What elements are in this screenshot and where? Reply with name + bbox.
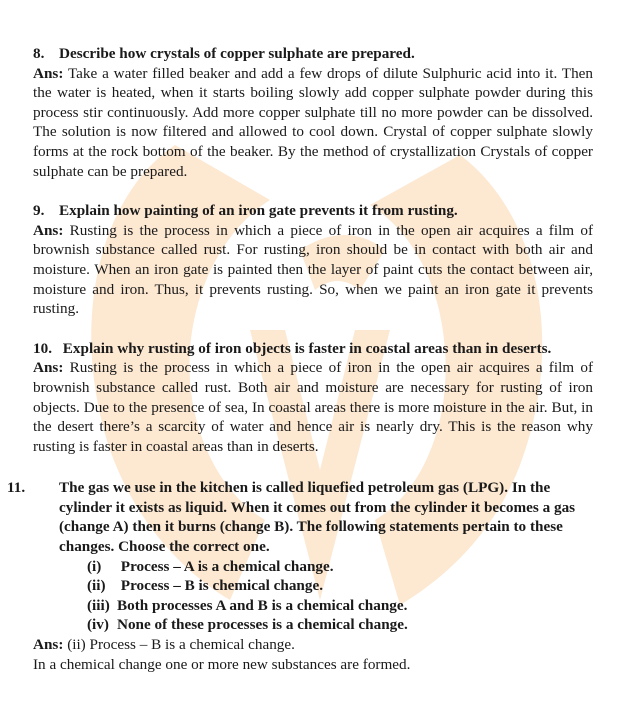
answer-label: Ans: [33, 636, 64, 654]
question-heading [7, 478, 593, 556]
answer-label: Ans: [33, 64, 64, 82]
question-number: 10. [33, 339, 52, 357]
options-list [33, 557, 593, 635]
question-text: The gas we use in the kitchen is called liquefied petroleum gas (LPG). In the cylinder it exists as liquid. When it comes out from the cylinder it becomes a gas (change A) then it burns (change B). The following statements pertain to these changes. Choose the correct one. [59, 479, 576, 556]
answer-text: Take a water filled beaker and add a few drops of dilute Sulphuric acid into it. Then the water is heated, when it starts boiling slowly add copper sulphate powder during this process stir continuously. Add more copper sulphate till no more powder can be dissolved. The solution is now filtered and allowed to cool down. Crystal of copper sulphate slowly forms at the rock bottom of the beaker. By the method of crystallization Crystals of copper sulphate can be prepared. [33, 64, 593, 180]
explanation-text: In a chemical change one or more new substances are formed. [33, 655, 411, 673]
answer-label: Ans: [33, 359, 64, 377]
question-text: Explain why rusting of iron objects is faster in coastal areas than in deserts. [62, 339, 552, 357]
option-marker: (ii) [87, 577, 106, 595]
answer-text: Rusting is the process in which a piece of iron in the open air acquires a film of brownish substance called rust. For rusting, iron should be in contact with both air and moisture. When an iron gate is painted then the layer of paint cuts the contact between air, moisture and iron. Thus, it prevents rusting. So, when we paint an iron gate it prevents rusting. [33, 221, 593, 318]
question-heading [33, 44, 593, 64]
question-heading [33, 201, 593, 221]
option-text: Process – A is a chemical change. [120, 557, 334, 575]
answer-label: Ans: [33, 221, 64, 239]
question-number: 9. [33, 202, 45, 220]
question-text: Explain how painting of an iron gate prevents it from rusting. [59, 202, 458, 220]
answer-text: (ii) Process – B is a chemical change. [67, 636, 295, 654]
option-marker: (iii) [87, 596, 110, 614]
option-item [87, 615, 593, 635]
question-heading [33, 339, 593, 359]
option-item [87, 596, 593, 616]
option-marker: (iv) [87, 616, 109, 634]
question-text: Describe how crystals of copper sulphate are prepared. [59, 45, 415, 62]
document-page [7, 44, 593, 694]
answer-paragraph [33, 635, 593, 655]
question-block-10 [33, 339, 593, 457]
option-item [87, 557, 593, 577]
option-text: None of these processes is a chemical change. [117, 616, 408, 634]
question-block-11 [7, 478, 593, 674]
question-block-9 [33, 201, 593, 319]
answer-paragraph [33, 358, 593, 456]
answer-paragraph [33, 64, 593, 182]
question-block-8 [33, 44, 593, 181]
option-item [87, 576, 593, 596]
option-text: Process – B is chemical change. [120, 577, 323, 595]
answer-text: Rusting is the process in which a piece of iron in the open air acquires a film of brownish substance called rust. Both air and moisture are necessary for rusting of iron objects. Due to the presence of sea, In coastal areas there is more moisture in the air. But, in the desert there’s a scarcity of water and hence air is nearly dry. This is the reason why rusting is faster in coastal areas than in deserts. [33, 359, 593, 455]
answer-paragraph [33, 221, 593, 319]
question-number: 11. [7, 479, 26, 497]
question-number: 8. [33, 45, 45, 62]
option-text: Both processes A and B is a chemical change. [117, 596, 408, 614]
option-marker: (i) [87, 557, 102, 575]
